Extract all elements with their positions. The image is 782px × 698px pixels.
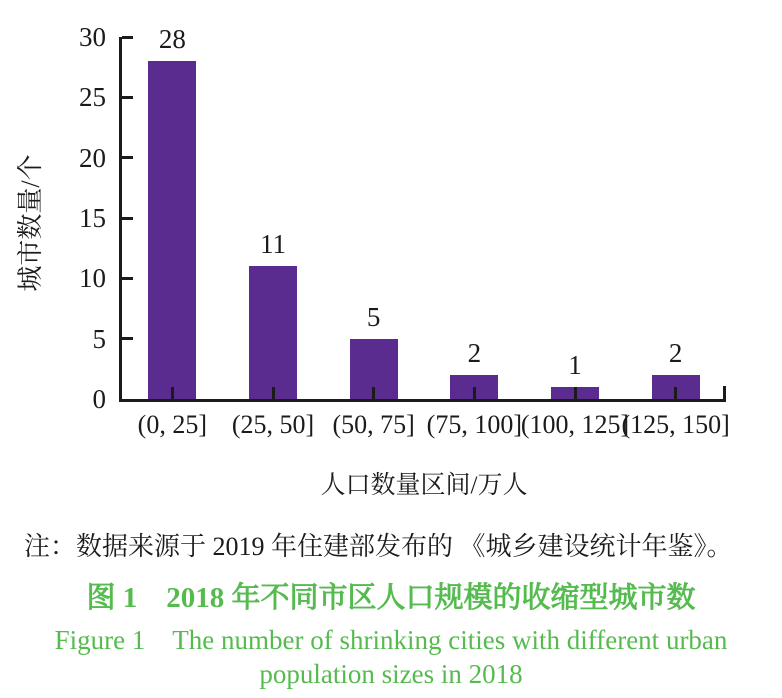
bar-value-label: 2: [668, 337, 683, 368]
bar-value-label: 5: [366, 301, 381, 332]
bar: [148, 61, 196, 399]
bar: [249, 266, 297, 399]
y-tick-label: 10: [79, 263, 106, 294]
y-tick-label: 30: [79, 22, 106, 52]
y-axis-tick: [122, 96, 133, 99]
y-axis-tick: [122, 217, 133, 220]
figure-caption-english-line1: Figure 1 The number of shrinking cities with different urban: [54, 625, 728, 655]
x-tick-label: (75, 100]: [426, 410, 522, 439]
x-axis-tick: [272, 387, 275, 399]
y-tick-label: 20: [79, 142, 106, 173]
y-axis-title: 城市数量/个: [16, 154, 45, 292]
y-axis-tick: [122, 337, 133, 340]
x-tick-label: (0, 25]: [137, 410, 207, 439]
x-axis-tick: [372, 387, 375, 399]
y-axis-tick: [122, 156, 133, 159]
bar-value-label: 28: [158, 24, 186, 55]
x-axis-tick: [574, 387, 577, 399]
x-axis-end-tick: [723, 386, 726, 399]
figure-caption-english-line2: population sizes in 2018: [259, 659, 523, 689]
bar-value-label: 1: [568, 349, 582, 380]
x-axis-tick: [674, 387, 677, 399]
x-axis-tick: [473, 387, 476, 399]
source-note: 注：数据来源于 2019 年住建部发布的 《城乡建设统计年鉴》。: [24, 532, 733, 561]
x-tick-label: (100, 125]: [520, 410, 630, 439]
y-axis-tick: [122, 277, 133, 280]
y-tick-label: 5: [92, 323, 106, 354]
bar-value-label: 2: [467, 337, 482, 368]
bar-value-label: 11: [260, 229, 286, 260]
y-tick-label: 25: [79, 82, 106, 113]
figure-caption-chinese: 图 1 2018 年不同市区人口规模的收缩型城市数: [86, 582, 696, 614]
x-tick-label: (125, 150]: [621, 410, 730, 439]
x-axis-tick: [171, 387, 174, 399]
y-tick-label: 15: [79, 203, 106, 233]
y-tick-label: 0: [92, 384, 106, 414]
y-axis-line: [119, 37, 122, 402]
x-axis-line: [119, 399, 726, 402]
x-tick-label: (25, 50]: [231, 410, 315, 439]
x-axis-title: 人口数量区间/万人: [320, 472, 528, 499]
x-tick-label: (50, 75]: [332, 410, 415, 439]
